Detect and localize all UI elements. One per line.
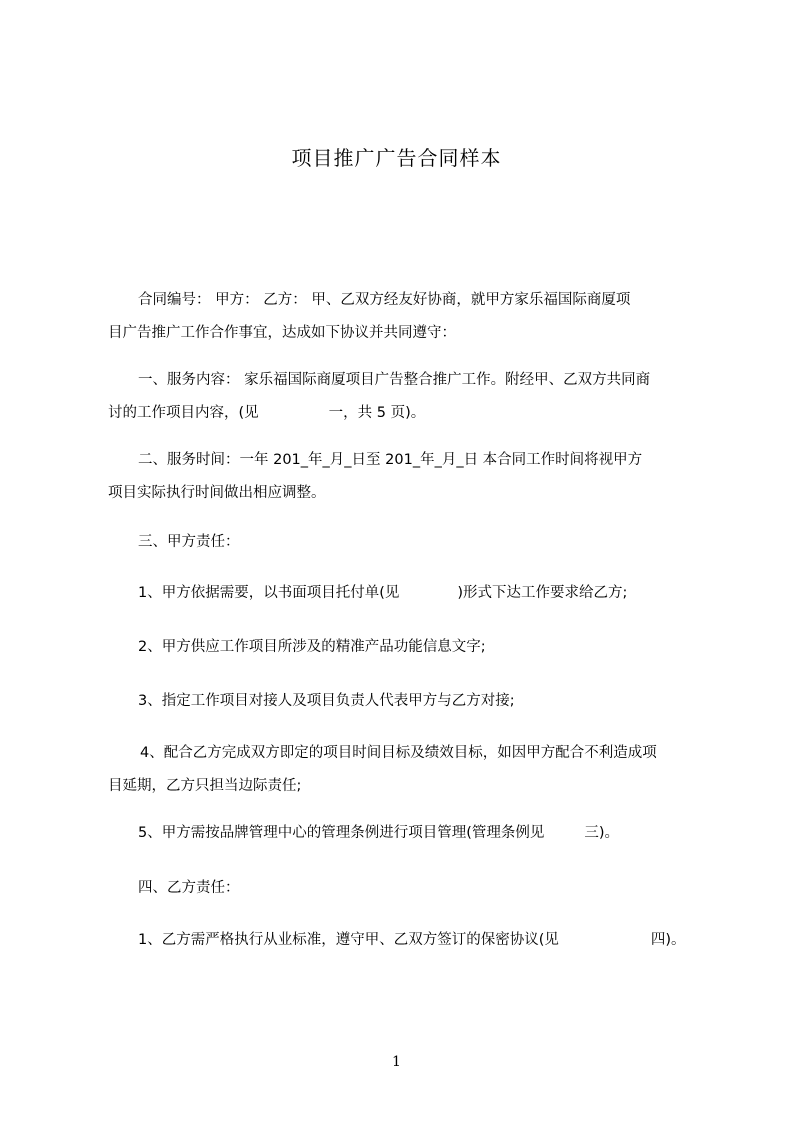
party-a-item-4 — [108, 741, 708, 799]
intro-paragraph — [108, 288, 708, 346]
service-time-line-1: 二、服务时间：一年 201_年_月_日至 201_年_月_日 本合同工作时间将视甲方 — [138, 452, 643, 468]
party-a-item-5-prefix: 5、甲方需按品牌管理中心的管理条例进行项目管理(管理条例见 — [138, 825, 545, 841]
intro-line-2: 目广告推广工作合作事宜，达成如下协议并共同遵守： — [108, 325, 456, 341]
party-b-item-1-prefix: 1、乙方需严格执行从业标准，遵守甲、乙双方签订的保密协议(见 — [138, 932, 559, 948]
service-content-line-2 — [108, 401, 708, 426]
party-a-item-2: 2、甲方供应工作项目所涉及的精准产品功能信息文字; — [138, 639, 486, 655]
party-a-item-1-suffix: )形式下达工作要求给乙方; — [457, 585, 628, 601]
page-number: 1 — [392, 1054, 401, 1070]
party-a-item-4-line-1: 4、配合乙方完成双方即定的项目时间目标及绩效目标，如因甲方配合不利造成项 — [140, 745, 657, 761]
party-b-item-1-suffix: 四)。 — [650, 932, 686, 948]
service-time-line-2: 项目实际执行时间做出相应调整。 — [108, 485, 326, 501]
service-content-line-1: 一、服务内容： 家乐福国际商厦项目广告整合推广工作。附经甲、乙双方共同商 — [138, 372, 651, 388]
service-content-paragraph — [108, 368, 708, 426]
service-content-ref-suffix: 一，共 5 页)。 — [328, 405, 426, 421]
document-title: 项目推广广告合同样本 — [291, 146, 502, 170]
party-a-item-1-prefix: 1、甲方依据需要，以书面项目托付单(见 — [138, 585, 400, 601]
service-time-paragraph — [108, 448, 708, 506]
party-a-item-5 — [108, 821, 708, 846]
party-a-item-3: 3、指定工作项目对接人及项目负责人代表甲方与乙方对接; — [138, 693, 515, 709]
intro-line-1: 合同编号： 甲方： 乙方： 甲、乙双方经友好协商，就甲方家乐福国际商厦项 — [138, 292, 631, 308]
party-b-heading: 四、乙方责任： — [138, 880, 240, 896]
party-a-item-5-suffix: 三)。 — [584, 825, 620, 841]
party-a-item-4-line-2: 目延期，乙方只担当边际责任; — [108, 778, 302, 794]
party-a-item-1 — [108, 581, 708, 606]
party-b-item-1 — [108, 928, 708, 953]
party-a-heading: 三、甲方责任： — [138, 534, 240, 550]
service-content-ref-prefix: 讨的工作项目内容，(见 — [108, 405, 259, 421]
